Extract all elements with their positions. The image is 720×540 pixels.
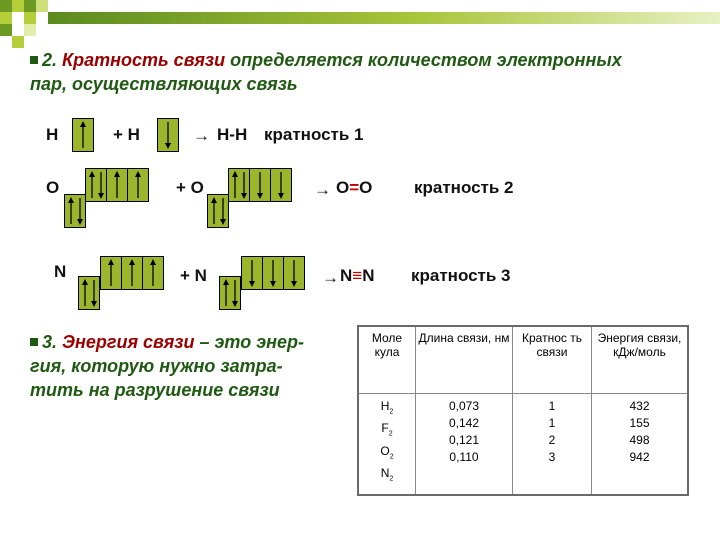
n-product-left: N xyxy=(340,266,353,285)
multiplicity-value: 2 xyxy=(548,433,556,447)
section2-rest: определяется количеством электронных xyxy=(225,50,622,70)
h1-orbitals xyxy=(72,118,94,152)
o1-2p-orbitals xyxy=(85,168,149,202)
n1-2p-orbitals xyxy=(100,256,164,290)
o-product-right: O xyxy=(359,178,373,197)
energy-value: 942 xyxy=(629,450,650,464)
bullet-square-icon xyxy=(30,338,38,346)
orbital-box xyxy=(78,276,100,310)
orbital-box xyxy=(228,168,250,202)
h-multiplicity: кратность 1 xyxy=(264,125,364,144)
multiplicity-value: 3 xyxy=(548,450,556,464)
bond-data-table xyxy=(357,325,689,496)
orbital-box xyxy=(142,256,164,290)
o-product-left: O xyxy=(336,178,350,197)
h-plus-atom2: + H xyxy=(113,125,140,144)
section2-paragraph xyxy=(30,48,710,96)
molecule-h2: $H_2$ xyxy=(380,399,394,416)
orbital-box xyxy=(207,194,229,228)
multiplicity-value: 1 xyxy=(548,399,556,413)
n-product xyxy=(340,266,374,286)
length-value: 0,121 xyxy=(448,433,480,447)
energy-value: 498 xyxy=(629,433,650,447)
orbital-box xyxy=(283,256,305,290)
n-bond: ≡ xyxy=(352,266,363,285)
section3-line2: гия, которую нужно затра- xyxy=(30,356,283,376)
orbital-box xyxy=(100,256,122,290)
n2-2s-orbital xyxy=(219,276,241,310)
section3-line3: тить на разрушение связи xyxy=(30,380,280,400)
molecule-o2: $O_2$ xyxy=(380,443,394,461)
h-atom1: H xyxy=(46,125,59,144)
n2-2p-orbitals xyxy=(241,256,305,290)
section3-line1-rest: – это энер- xyxy=(194,332,304,352)
section3-term: Энергия связи xyxy=(62,332,195,352)
section2-number: 2. xyxy=(42,50,58,70)
multiplicity-value: 1 xyxy=(548,416,556,430)
h-arrow: → xyxy=(193,126,210,145)
energy-cell xyxy=(592,394,689,496)
o-product xyxy=(336,178,372,198)
n1-2s-orbital xyxy=(78,276,100,310)
orbital-box xyxy=(262,256,284,290)
energy-value: 432 xyxy=(629,399,650,413)
molecule-cell xyxy=(358,394,416,496)
bullet-square-icon xyxy=(30,56,38,64)
multiplicity-cell xyxy=(513,394,592,496)
orbital-box xyxy=(127,168,149,202)
length-value: 0,110 xyxy=(449,450,479,464)
orbital-box xyxy=(106,168,128,202)
top-gradient-band xyxy=(48,12,720,24)
o1-2s-orbital xyxy=(64,194,86,228)
section2-term: Кратность связи xyxy=(62,50,226,70)
n-atom1: N xyxy=(54,262,67,281)
orbital-box xyxy=(64,194,86,228)
orbital-box xyxy=(157,118,179,152)
orbital-box xyxy=(72,118,94,152)
h2-orbitals xyxy=(157,118,179,152)
header-molecule: Моле кула xyxy=(358,326,416,394)
o-atom1: O xyxy=(46,178,60,197)
orbital-box xyxy=(270,168,292,202)
o-bond: = xyxy=(349,178,360,197)
section2-line2: пар, осуществляющих связь xyxy=(30,74,298,94)
n-plus-atom2: + N xyxy=(180,266,207,285)
molecule-f2: $F_2$ xyxy=(381,421,393,438)
length-value: 0,073 xyxy=(448,399,480,413)
header-energy: Энергия связи, кДж/моль xyxy=(592,326,689,394)
section3-paragraph xyxy=(30,330,350,402)
table-row xyxy=(358,394,688,496)
o-multiplicity: кратность 2 xyxy=(414,178,514,197)
orbital-box xyxy=(85,168,107,202)
orbital-box xyxy=(241,256,263,290)
molecule-n2: $N_2$ xyxy=(380,466,394,483)
energy-value: 155 xyxy=(629,416,650,430)
orbital-box xyxy=(121,256,143,290)
header-length: Длина связи, нм xyxy=(416,326,513,394)
o-arrow: → xyxy=(314,180,331,199)
n-multiplicity: кратность 3 xyxy=(411,266,511,285)
length-value: 0,142 xyxy=(448,416,480,430)
section3-number: 3. xyxy=(42,332,58,352)
header-multiplicity: Кратнос ть связи xyxy=(513,326,592,394)
o2-2p-orbitals xyxy=(228,168,292,202)
orbital-box xyxy=(249,168,271,202)
o2-2s-orbital xyxy=(207,194,229,228)
length-cell xyxy=(416,394,513,496)
table-header-row xyxy=(358,326,688,394)
o-plus-atom2: + O xyxy=(176,178,204,197)
h-product: H-H xyxy=(217,125,248,144)
orbital-box xyxy=(219,276,241,310)
n-product-right: N xyxy=(362,266,375,285)
n-arrow: → xyxy=(322,268,339,287)
